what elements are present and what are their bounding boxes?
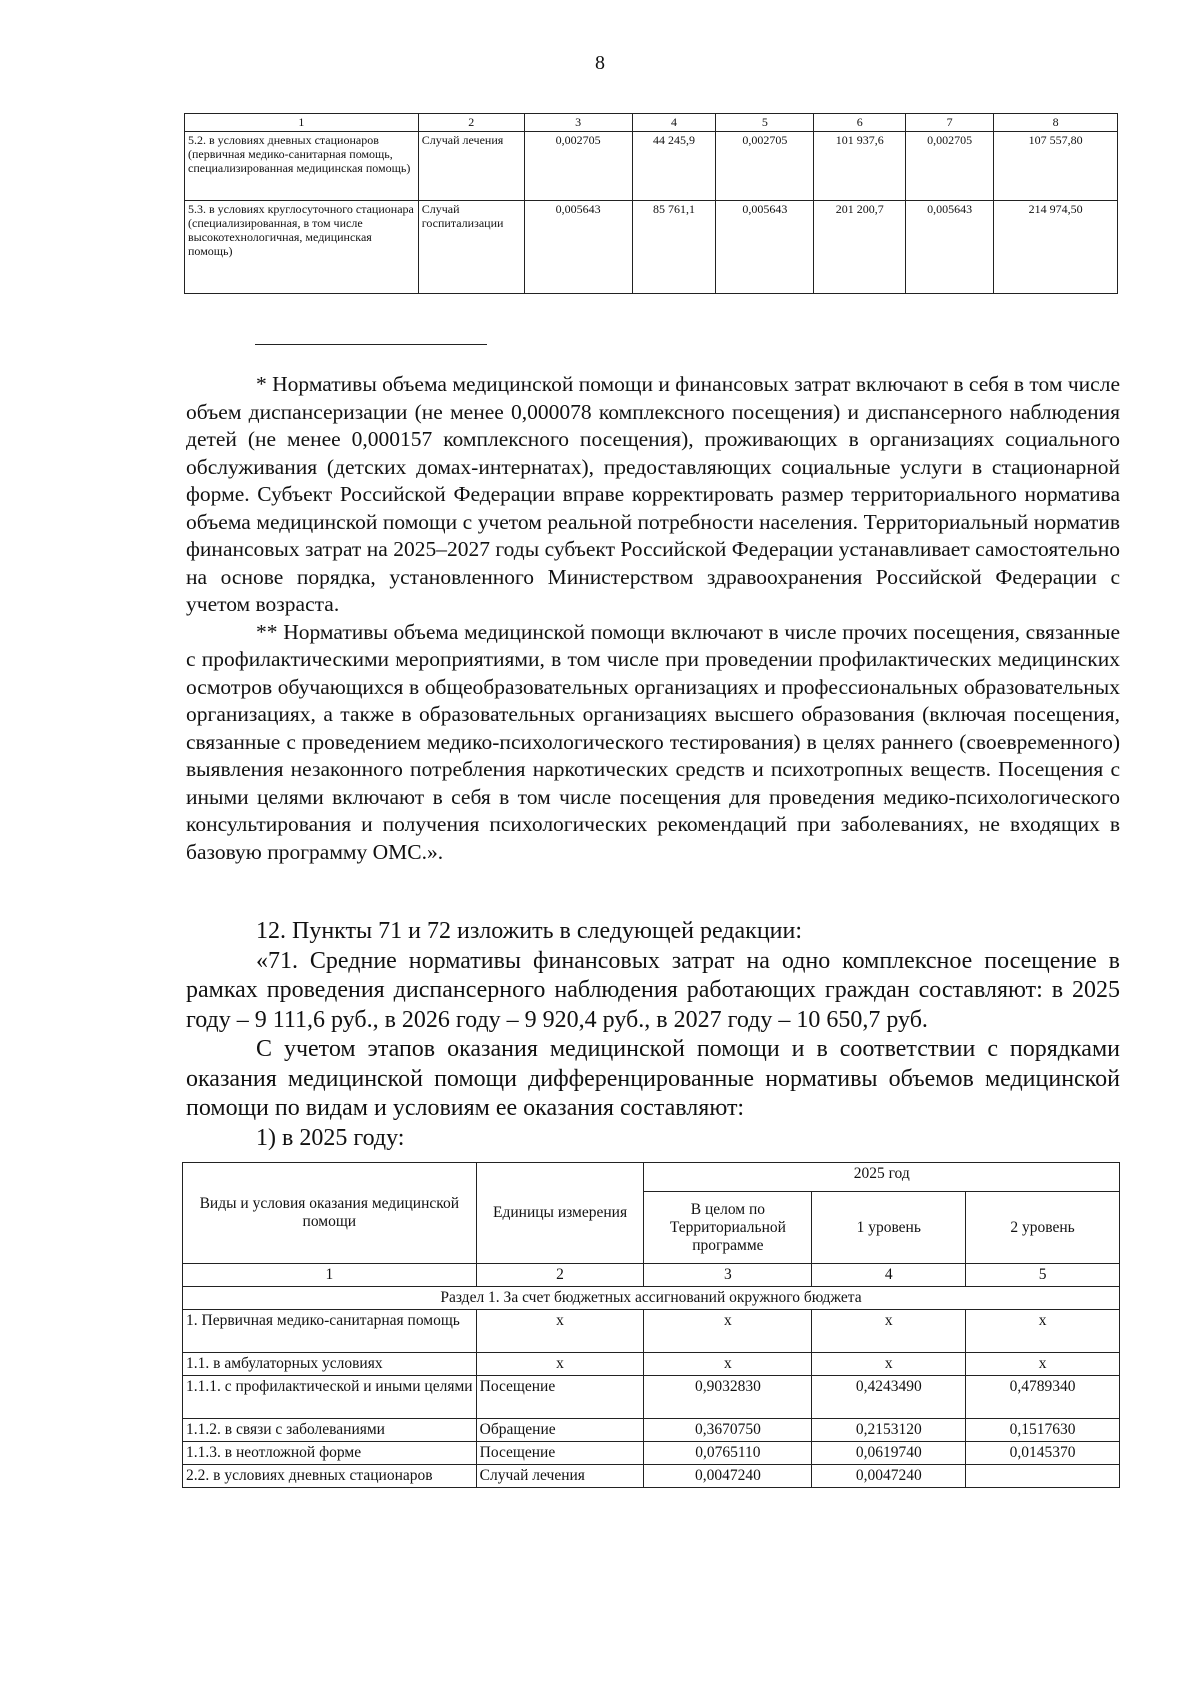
row-name: 1.1. в амбулаторных условиях xyxy=(183,1353,477,1376)
cell-value: 0,1517630 xyxy=(966,1419,1120,1442)
row-unit: Посещение xyxy=(476,1376,644,1419)
cell-value: х xyxy=(644,1310,812,1353)
table-row xyxy=(183,1419,1120,1442)
cell-value: х xyxy=(644,1353,812,1376)
table-row xyxy=(185,132,1118,201)
paragraph-levels: С учетом этапов оказания медицинской помощи и в соответствии с порядками оказания медицинской помощи дифференцированные нормативы объемов медицинской помощи по видам и условиям ее оказания составляют: xyxy=(186,1036,1120,1121)
cell-value: 0,002705 xyxy=(524,132,632,201)
cell-value: х xyxy=(966,1310,1120,1353)
header-cell: 5 xyxy=(966,1264,1120,1287)
row-name: 2.2. в условиях дневных стационаров xyxy=(183,1465,477,1488)
cell-value: 44 245,9 xyxy=(632,132,716,201)
main-text xyxy=(186,917,1120,1153)
header-cell: 3 xyxy=(644,1264,812,1287)
header-cell: 4 xyxy=(632,114,716,132)
cell-value: х xyxy=(966,1353,1120,1376)
footnotes xyxy=(186,371,1120,866)
cell-value: 101 937,6 xyxy=(814,132,906,201)
cell-value: 0,005643 xyxy=(524,201,632,294)
volume-norms-2025-table xyxy=(182,1162,1120,1488)
header-cell: 2 xyxy=(418,114,524,132)
header-cell: 3 xyxy=(524,114,632,132)
footnote-separator xyxy=(255,344,487,345)
cell-value: 0,002705 xyxy=(716,132,814,201)
table-row xyxy=(183,1310,1120,1353)
row-unit: Обращение xyxy=(476,1419,644,1442)
row-name: 1.1.3. в неотложной форме xyxy=(183,1442,477,1465)
row-unit: х xyxy=(476,1310,644,1353)
cell-value: 0,005643 xyxy=(906,201,994,294)
header-cell: 2 xyxy=(476,1264,644,1287)
cell-value: 0,0047240 xyxy=(812,1465,966,1488)
row-name: 1.1.1. с профилактической и иными целями xyxy=(183,1376,477,1419)
footnote-2: ** Нормативы объема медицинской помощи включают в числе прочих посещения, связанные с профилактическими мероприятиями, в том числе при проведении профилактических медицинских осмотров обучающихся в общеобразовательных организациях и профессиональных образовательных организациях, а также в образовательных организациях высшего образования (включая посещения, связанные с проведением медико-психологического тестирования) в целях раннего (своевременного) выявления незаконного потребления наркотических средств и психотропных веществ. Посещения с иными целями включают в себя в том числе посещения для проведения медико-психологического консультирования и получения психологических рекомендаций при заболеваниях, не входящих в базовую программу ОМС.». xyxy=(186,619,1120,864)
row-unit: х xyxy=(476,1353,644,1376)
header-cell: 7 xyxy=(906,114,994,132)
row-name: 5.2. в условиях дневных стационаров (первичная медико-санитарная помощь, специализированная медицинская помощь) xyxy=(185,132,419,201)
header-cell: 4 xyxy=(812,1264,966,1287)
header-cell: 8 xyxy=(994,114,1118,132)
section-row xyxy=(183,1287,1120,1310)
cell-value: 0,0047240 xyxy=(644,1465,812,1488)
header-cell: 1 xyxy=(185,114,419,132)
cell-value: 0,0765110 xyxy=(644,1442,812,1465)
subitem-2025: 1) в 2025 году: xyxy=(256,1124,405,1151)
table-row xyxy=(183,1442,1120,1465)
header-year-cell: 2025 год xyxy=(644,1163,1120,1192)
paragraph-71: «71. Средние нормативы финансовых затрат на одно комплексное посещение в рамках проведения диспансерного наблюдения работающих граждан составляют: в 2025 году – 9 111,6 руб., в 2026 году – 9 920,4 руб., в 2027 году – 10 650,7 руб. xyxy=(186,947,1120,1033)
row-unit: Случай лечения xyxy=(476,1465,644,1488)
row-unit: Случай лечения xyxy=(418,132,524,201)
amendment-item-12: 12. Пункты 71 и 72 изложить в следующей редакции: xyxy=(256,918,803,944)
cell-value: 0,005643 xyxy=(716,201,814,294)
header-cell: 2 уровень xyxy=(966,1192,1120,1264)
cell-value: х xyxy=(812,1353,966,1376)
cell-value xyxy=(966,1465,1120,1488)
top-norms-table xyxy=(184,113,1118,294)
page-number: 8 xyxy=(595,52,605,74)
row-unit: Случай госпитализации xyxy=(418,201,524,294)
cell-value: 0,2153120 xyxy=(812,1419,966,1442)
row-name: 5.3. в условиях круглосуточного стационара (специализированная, в том числе высокотехнологичная, медицинская помощь) xyxy=(185,201,419,294)
table-row xyxy=(185,201,1118,294)
header-cell: 1 xyxy=(183,1264,477,1287)
row-name: 1. Первичная медико-санитарная помощь xyxy=(183,1310,477,1353)
header-cell: Единицы измерения xyxy=(476,1163,644,1264)
cell-value: 107 557,80 xyxy=(994,132,1118,201)
header-cell: 5 xyxy=(716,114,814,132)
header-cell: Виды и условия оказания медицинской помощи xyxy=(183,1163,477,1264)
section-title: Раздел 1. За счет бюджетных ассигнований окружного бюджета xyxy=(183,1287,1120,1310)
cell-value: 0,4789340 xyxy=(966,1376,1120,1419)
cell-value: 0,002705 xyxy=(906,132,994,201)
cell-value: 201 200,7 xyxy=(814,201,906,294)
header-cell: 6 xyxy=(814,114,906,132)
cell-value: 0,0145370 xyxy=(966,1442,1120,1465)
cell-value: 0,0619740 xyxy=(812,1442,966,1465)
table-header-row xyxy=(183,1163,1120,1192)
cell-value: 214 974,50 xyxy=(994,201,1118,294)
row-name: 1.1.2. в связи с заболеваниями xyxy=(183,1419,477,1442)
column-numbers-row xyxy=(183,1264,1120,1287)
table-row xyxy=(183,1376,1120,1419)
table-row xyxy=(183,1353,1120,1376)
table-row xyxy=(183,1465,1120,1488)
cell-value: 0,3670750 xyxy=(644,1419,812,1442)
cell-value: 0,4243490 xyxy=(812,1376,966,1419)
row-unit: Посещение xyxy=(476,1442,644,1465)
cell-value: х xyxy=(812,1310,966,1353)
cell-value: 0,9032830 xyxy=(644,1376,812,1419)
footnote-1: * Нормативы объема медицинской помощи и финансовых затрат включают в себя в том числе объем диспансеризации (не менее 0,000078 комплексного посещения) и диспансерного наблюдения детей (не менее 0,000157 комплексного посещения), проживающих в организациях социального обслуживания (детских домах-интернатах), предоставляющих социальные услуги в стационарной форме. Субъект Российской Федерации вправе корректировать размер территориального норматива объема медицинской помощи с учетом реальной потребности населения. Территориальный норматив финансовых затрат на 2025–2027 годы субъект Российской Федерации устанавливает самостоятельно на основе порядка, установленного Министерством здравоохранения Российской Федерации с учетом возраста. xyxy=(186,372,1120,616)
header-cell: 1 уровень xyxy=(812,1192,966,1264)
header-cell: В целом по Территориальной программе xyxy=(644,1192,812,1264)
table-header-row xyxy=(185,114,1118,132)
cell-value: 85 761,1 xyxy=(632,201,716,294)
